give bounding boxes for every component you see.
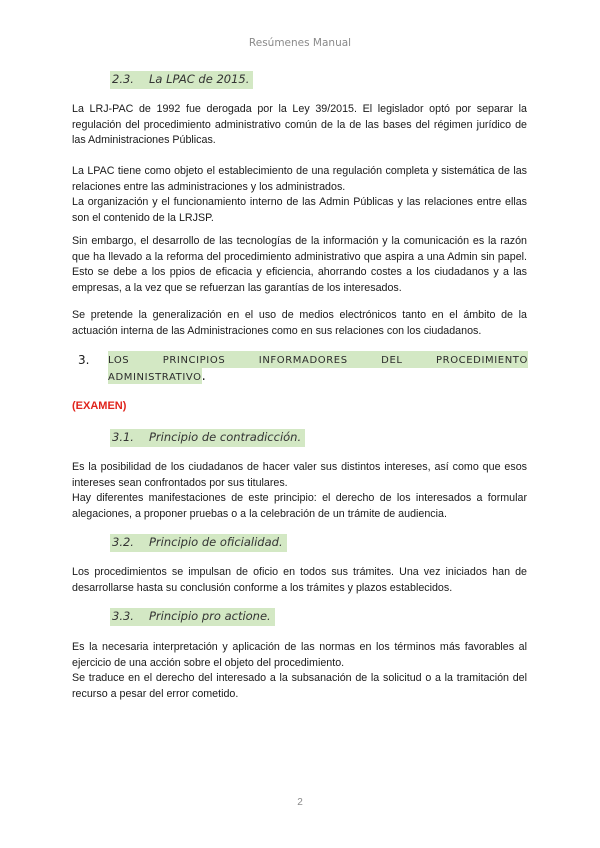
subsection-number: 3.1.: [112, 430, 134, 444]
section-title-word: del: [381, 351, 403, 367]
section-title-line-2: [108, 368, 528, 385]
paragraph-line: Sin embargo, el desarrollo de las tecnologías de la información y la comunicación es la razón que ha llevado a la reforma del procedimiento administrativo que aspira a una Admin sin papel. Esto se debe a los ppios de eficacia y eficiencia, ahorrando costes a los ciudadanos y a las empresas, a la vez que se refuerzan las garantías de los interesados.: [72, 235, 527, 294]
section-title-word: principios: [162, 351, 226, 367]
page-header: Resúmenes Manual: [248, 37, 352, 49]
subsection-title: Principio de contradicción.: [149, 430, 302, 444]
section-title-word: procedimiento: [436, 351, 528, 367]
subsection-heading-2-3: [110, 71, 253, 89]
paragraph: [72, 234, 527, 296]
paragraph-line: Se traduce en el derecho del interesado a la subsanación de la solicitud o a la tramitación del recurso a pesar del error cometido.: [72, 672, 527, 700]
paragraph: [72, 308, 527, 339]
subsection-heading-3-2: [110, 534, 287, 552]
subsection-number: 3.2.: [112, 535, 134, 549]
paragraph-line: La LRJ-PAC de 1992 fue derogada por la Ley 39/2015. El legislador optó por separar la regulación del procedimiento administrativo común de la de las bases del régimen jurídico de las Administraciones Públicas.: [72, 103, 527, 146]
paragraph: [72, 102, 527, 149]
subsection-number: 3.3.: [112, 609, 134, 623]
subsection-heading-3-3: [110, 608, 275, 626]
section-number: 3.: [78, 353, 90, 367]
subsection-title: La LPAC de 2015.: [149, 72, 250, 86]
paragraph-line: Hay diferentes manifestaciones de este principio: el derecho de los interesados a formular alegaciones, a proponer pruebas o a la celebración de un trámite de audiencia.: [72, 492, 527, 520]
subsection-title: Principio de oficialidad.: [149, 535, 283, 549]
paragraph-line: Es la posibilidad de los ciudadanos de hacer valer sus distintos intereses, así como que esos intereses sean confrontados por sus titulares.: [72, 461, 527, 489]
paragraph: [72, 164, 527, 226]
section-title-word: informadores: [258, 351, 348, 367]
section-title-line-1: [108, 351, 528, 368]
paragraph-line: La LPAC tiene como objeto el establecimiento de una regulación completa y sistemática de las relaciones entre las administraciones y los administrados.: [72, 165, 527, 193]
section-title-word: los: [108, 351, 130, 367]
paragraph: [72, 640, 527, 702]
paragraph: [72, 565, 527, 596]
page-number: 2: [297, 797, 303, 808]
exam-tag: (EXAMEN): [72, 400, 127, 412]
subsection-title: Principio pro actione.: [149, 609, 271, 623]
paragraph-line: Es la necesaria interpretación y aplicación de las normas en los términos más favorables al ejercicio de una acción sobre el objeto del procedimiento.: [72, 641, 527, 669]
paragraph-line: La organización y el funcionamiento interno de las Admin Públicas y las relaciones entre ellas son el contenido de la LRJSP.: [72, 196, 527, 224]
subsection-number: 2.3.: [112, 72, 134, 86]
paragraph-line: Los procedimientos se impulsan de oficio en todos sus trámites. Una vez iniciados han de desarrollarse hasta su conclusión conforme a los trámites y plazos establecidos.: [72, 566, 527, 594]
section-title-word: administrativo: [108, 368, 202, 384]
paragraph: [72, 460, 527, 522]
paragraph-line: Se pretende la generalización en el uso de medios electrónicos tanto en el ámbito de la actuación interna de las Administraciones como en sus relaciones con los ciudadanos.: [72, 309, 527, 337]
section-title-period: .: [201, 369, 207, 384]
subsection-heading-3-1: [110, 429, 305, 447]
